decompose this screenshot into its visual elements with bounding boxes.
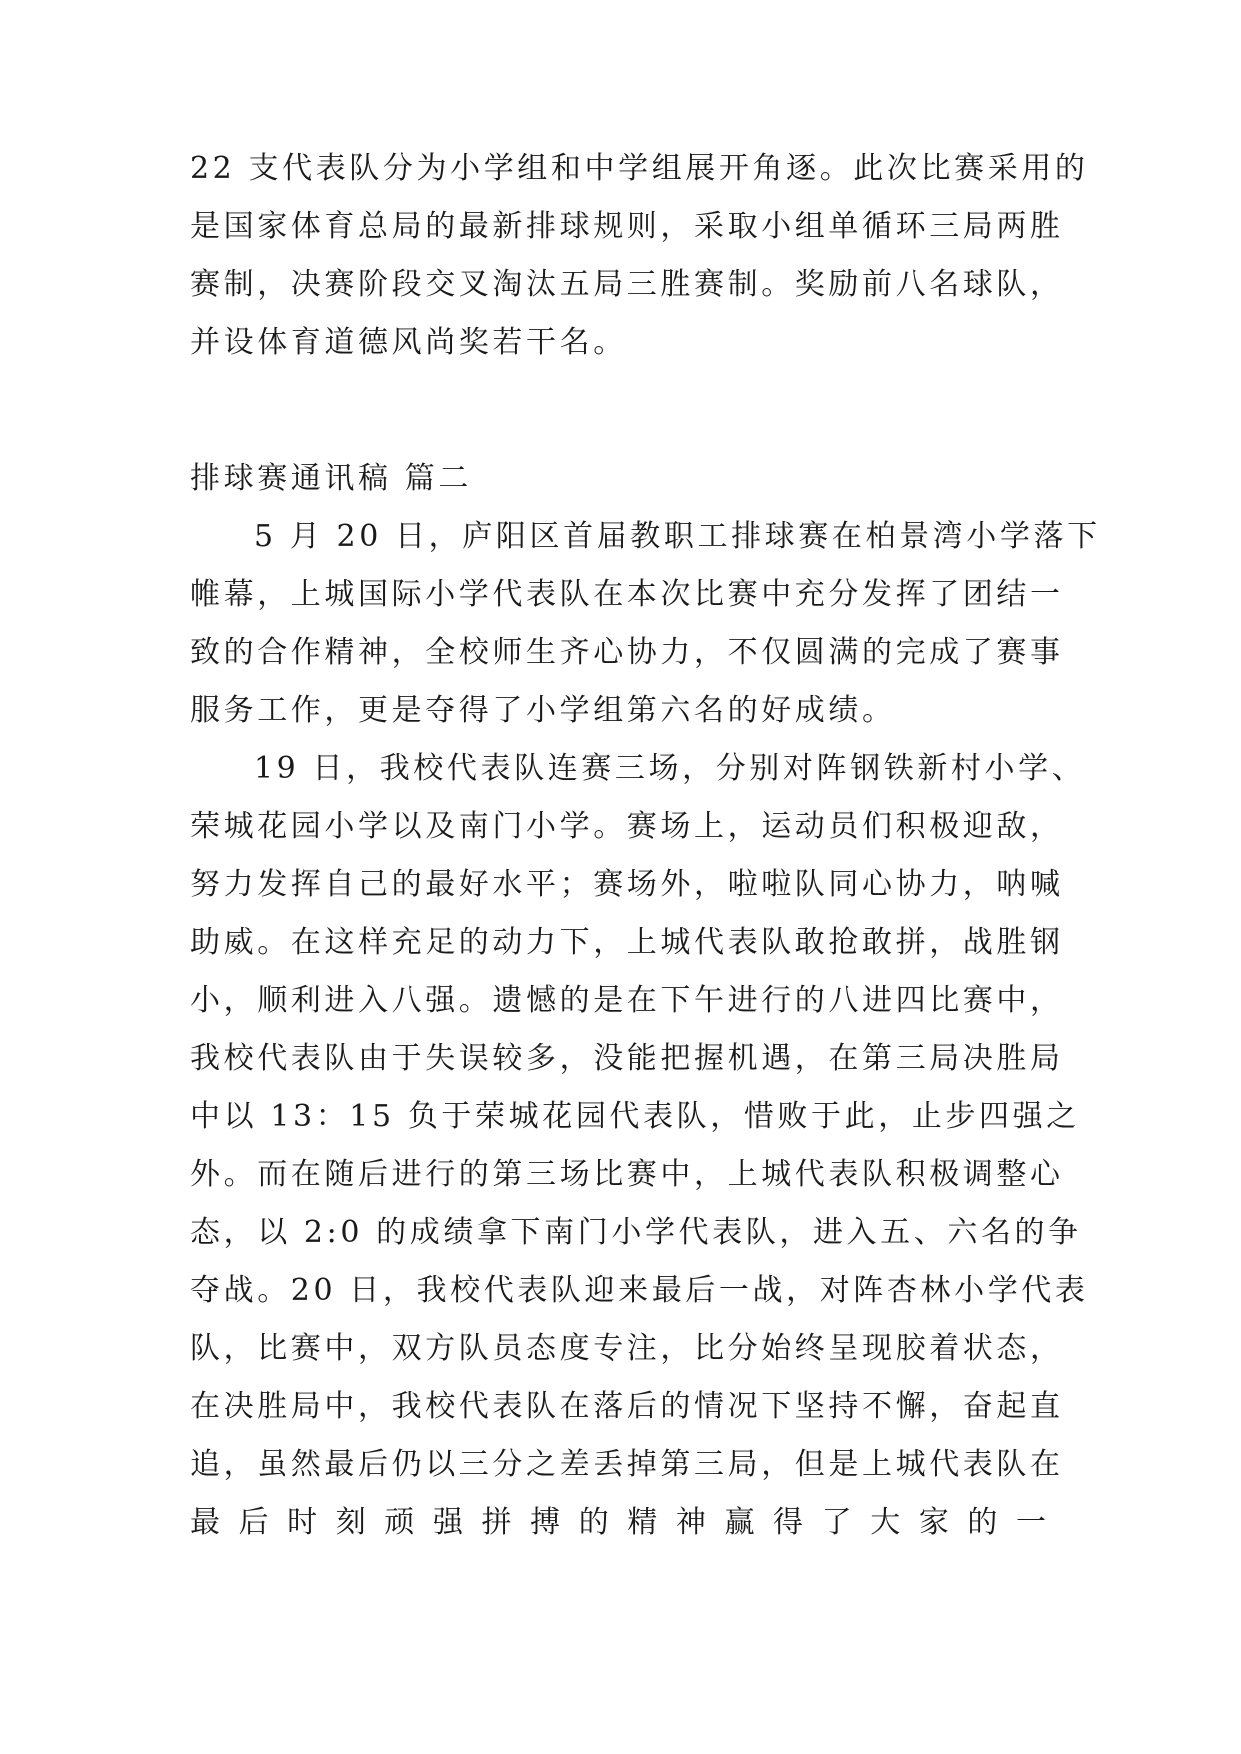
text-line: 队，比赛中，双方队员态度专注，比分始终呈现胶着状态， <box>190 1331 1064 1366</box>
text-line: 在决胜局中，我校代表队在落后的情况下坚持不懈，奋起直 <box>190 1389 1064 1424</box>
text-line: 追，虽然最后仍以三分之差丢掉第三局，但是上城代表队在 <box>190 1447 1064 1482</box>
section-heading: 排球赛通讯稿 篇二 <box>190 461 472 496</box>
text-line: 小，顺利进入八强。遗憾的是在下午进行的八进四比赛中， <box>190 983 1064 1018</box>
text-line: 最后时刻顽强拼搏的精神赢得了大家的一 <box>190 1505 1052 1540</box>
text-line: 19 日，我校代表队连赛三场，分别对阵钢铁新村小学、 <box>254 751 1086 786</box>
text-line: 态，以 2:0 的成绩拿下南门小学代表队，进入五、六名的争 <box>190 1215 1082 1250</box>
text-line: 致的合作精神，全校师生齐心协力，不仅圆满的完成了赛事 <box>190 635 1064 670</box>
text-line: 荣城花园小学以及南门小学。赛场上，运动员们积极迎敌， <box>190 809 1064 844</box>
text-line: 夺战。20 日，我校代表队迎来最后一战，对阵杏林小学代表 <box>190 1273 1089 1308</box>
text-line: 22 支代表队分为小学组和中学组展开角逐。此次比赛采用的 <box>190 151 1089 186</box>
text-line: 是国家体育总局的最新排球规则，采取小组单循环三局两胜 <box>190 209 1064 244</box>
text-line: 服务工作，更是夺得了小学组第六名的好成绩。 <box>190 693 896 728</box>
text-line: 我校代表队由于失误较多，没能把握机遇，在第三局决胜局 <box>190 1041 1064 1076</box>
text-line: 5 月 20 日，庐阳区首届教职工排球赛在柏景湾小学落下 <box>254 519 1101 554</box>
text-line: 努力发挥自己的最好水平；赛场外，啦啦队同心协力，呐喊 <box>190 867 1064 902</box>
text-line: 中以 13：15 负于荣城花园代表队，惜败于此，止步四强之 <box>190 1099 1080 1134</box>
paragraph-1 <box>190 508 1101 740</box>
text-line: 赛制，决赛阶段交叉淘汰五局三胜赛制。奖励前八名球队， <box>190 267 1064 302</box>
text-line: 帷幕，上城国际小学代表队在本次比赛中充分发挥了团结一 <box>190 577 1064 612</box>
text-line: 并设体育道德风尚奖若干名。 <box>190 325 627 360</box>
paragraph-continuation <box>190 140 1089 372</box>
paragraph-2 <box>190 740 1089 1552</box>
text-line: 外。而在随后进行的第三场比赛中，上城代表队积极调整心 <box>190 1157 1064 1192</box>
text-line: 助威。在这样充足的动力下，上城代表队敢抢敢拼，战胜钢 <box>190 925 1064 960</box>
